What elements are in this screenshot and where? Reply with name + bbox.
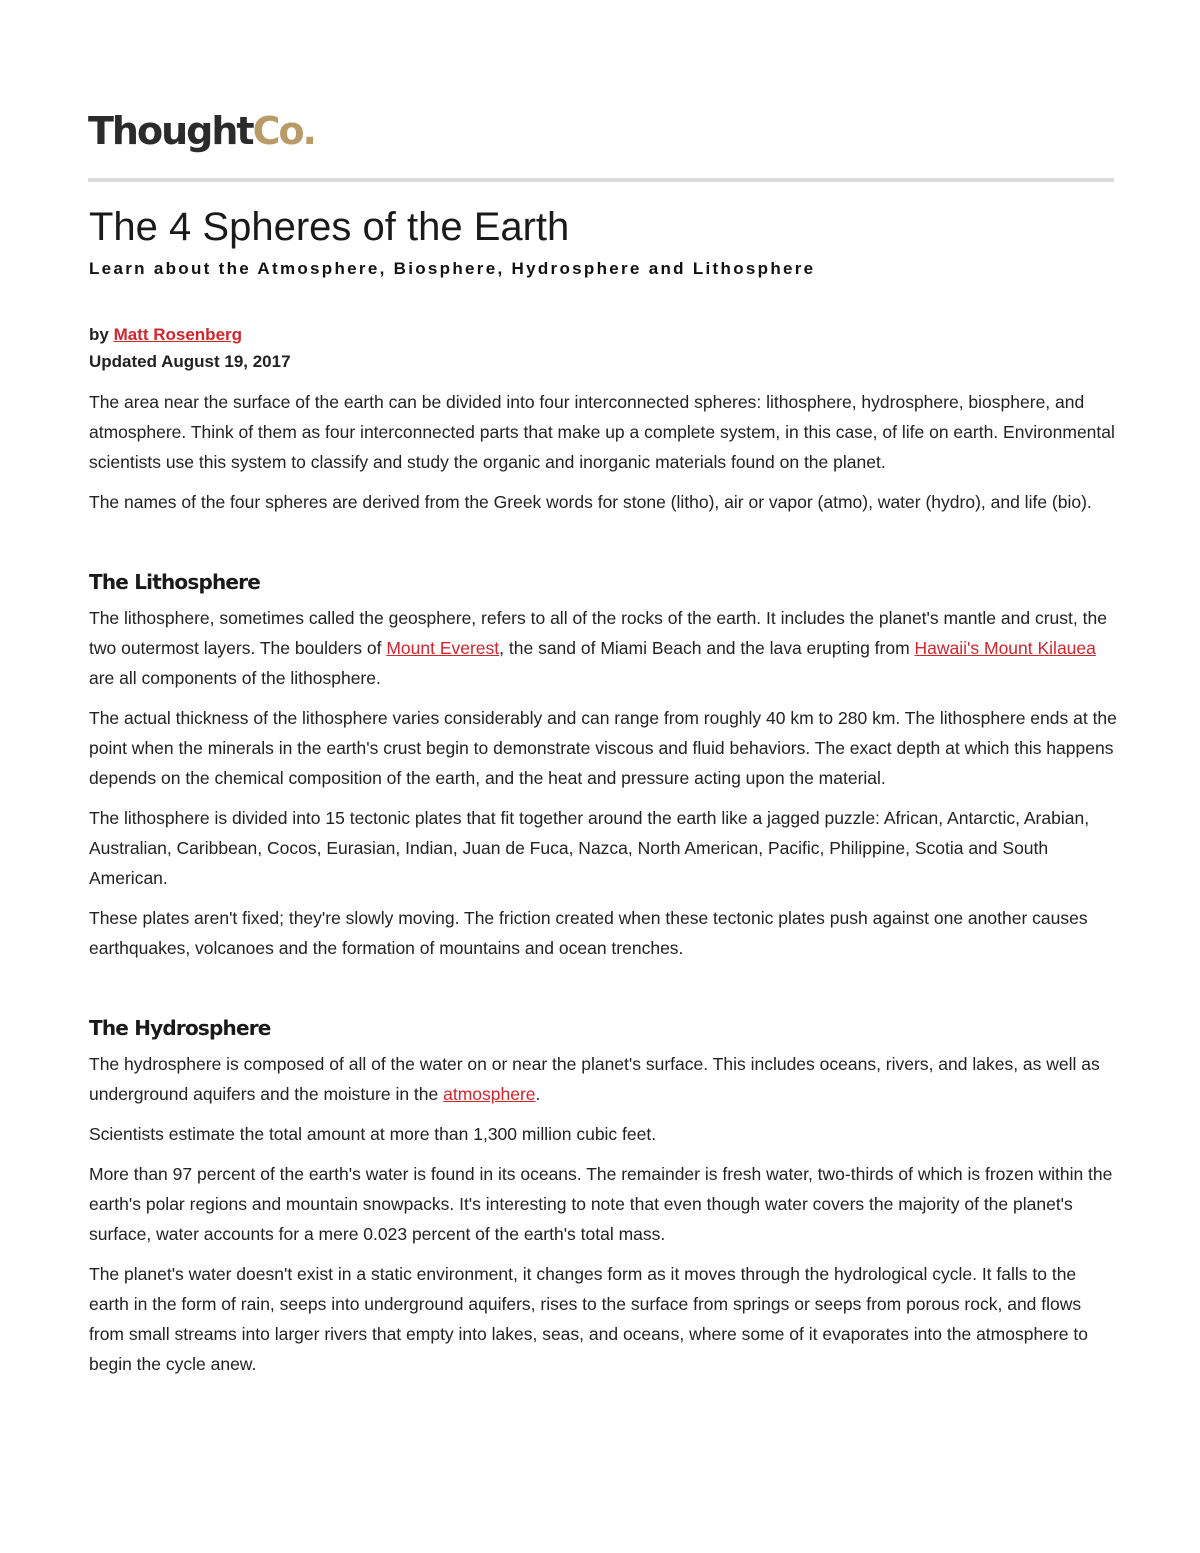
intro-paragraph-1: The area near the surface of the earth can be divided into four interconnected spheres: lithosphere, hydrosphere, biosphere, and atmosphere. Think of them as four interconnected parts that make up a complete system, in this case, of life on earth. Environmental scientists use this system to classify and study the organic and inorganic materials found on the planet. [89, 392, 1115, 472]
lithosphere-p1-text-b: , the sand of Miami Beach and the lava erupting from [499, 638, 915, 658]
hydrosphere-paragraph-3: More than 97 percent of the earth's water is found in its oceans. The remainder is fresh water, two-thirds of which is frozen within the earth's polar regions and mountain snowpacks. It's interesting to note that even though water covers the majority of the planet's surface, water accounts for a mere 0.023 percent of the earth's total mass. [89, 1164, 1113, 1244]
lithosphere-p1-text-c: are all components of the lithosphere. [89, 668, 381, 688]
lithosphere-p1-text-a: The lithosphere, sometimes called the geosphere, refers to all of the rocks of the earth. It includes the planet's mantle and crust, the two outermost layers. The boulders of [89, 608, 1107, 658]
author-link[interactable]: Matt Rosenberg [113, 325, 243, 344]
lithosphere-paragraph-2: The actual thickness of the lithosphere varies considerably and can range from roughly 40 km to 280 km. The lithosphere ends at the point when the minerals in the earth's crust begin to demonstrate viscous and fluid behaviors. The exact depth at which this happens depends on the chemical composition of the earth, and the heat and pressure acting upon the material. [89, 708, 1117, 788]
hydrosphere-p1-text-a: The hydrosphere is composed of all of the water on or near the planet's surface. This includes oceans, rivers, and lakes, as well as underground aquifers and the moisture in the [89, 1054, 1100, 1104]
byline [89, 322, 1117, 348]
lithosphere-paragraph-1 [89, 603, 1117, 693]
logo-text-o: o. [278, 109, 315, 153]
updated-date: Updated August 19, 2017 [89, 352, 291, 371]
article-title: The 4 Spheres of the Earth [89, 205, 570, 249]
lithosphere-paragraph-3: The lithosphere is divided into 15 tectonic plates that fit together around the earth like a jagged puzzle: African, Antarctic, Arabian, Australian, Caribbean, Cocos, Eurasian, Indian, Juan de Fuca, Nazca, North American, Pacific, Philippine, Scotia and South American. [89, 808, 1090, 888]
byline-prefix: by [89, 325, 114, 344]
mount-kilauea-link[interactable]: Hawaii's Mount Kilauea [914, 638, 1096, 658]
article-subtitle: Learn about the Atmosphere, Biosphere, Hydrosphere and Lithosphere [89, 259, 816, 278]
atmosphere-link[interactable]: atmosphere [443, 1084, 536, 1104]
lithosphere-paragraph-4: These plates aren't fixed; they're slowly moving. The friction created when these tectonic plates push against one another causes earthquakes, volcanoes and the formation of mountains and ocean trenches. [89, 908, 1088, 958]
intro-paragraph-2: The names of the four spheres are derived from the Greek words for stone (litho), air or vapor (atmo), water (hydro), and life (bio). [89, 492, 1092, 512]
mount-everest-link[interactable]: Mount Everest [386, 638, 500, 658]
logo-text-thought: Thought [88, 109, 253, 153]
hydrosphere-paragraph-1 [89, 1049, 1117, 1109]
logo-text-c: C [252, 109, 279, 153]
hydrosphere-paragraph-4: The planet's water doesn't exist in a static environment, it changes form as it moves through the hydrological cycle. It falls to the earth in the form of rain, seeps into underground aquifers, rises to the surface from springs or seeps from porous rock, and flows from small streams into larger rivers that empty into lakes, seas, and oceans, where some of it evaporates into the atmosphere to begin the cycle anew. [89, 1264, 1088, 1374]
hydrosphere-p1-text-b: . [535, 1084, 541, 1104]
article-body [89, 200, 1117, 1379]
hydrosphere-paragraph-2: Scientists estimate the total amount at more than 1,300 million cubic feet. [89, 1124, 657, 1144]
hydrosphere-heading: The Hydrosphere [89, 1016, 271, 1040]
thoughtco-logo[interactable] [88, 106, 315, 156]
header-divider [88, 178, 1114, 182]
lithosphere-heading: The Lithosphere [89, 570, 260, 594]
